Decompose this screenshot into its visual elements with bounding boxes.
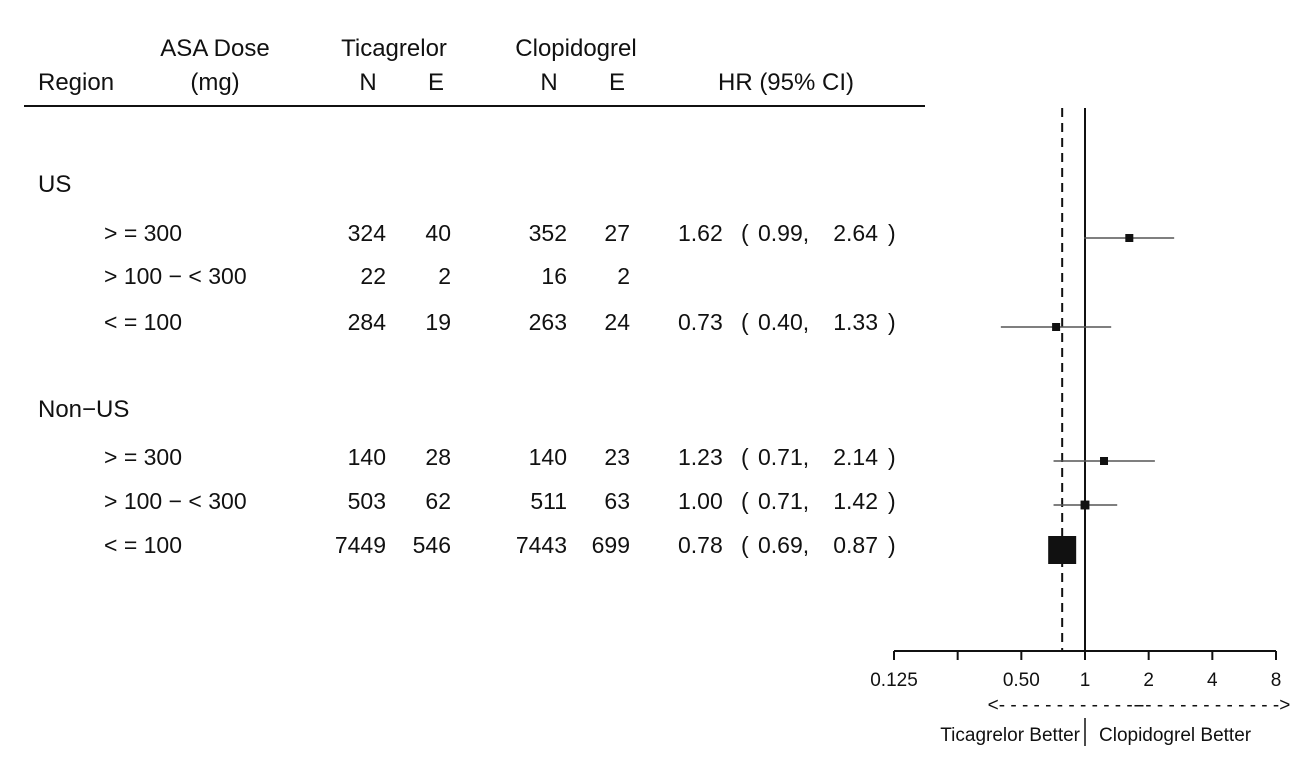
hr-value-cell: 1.62 [678,220,723,246]
hr-marker [1100,457,1108,465]
ticagrelor-e-cell: 40 [425,220,451,246]
hr-value-cell: 0.78 [678,532,723,558]
dose-cell: > = 300 [104,444,183,470]
hr-marker [1048,536,1076,564]
clopidogrel-e-cell: 23 [604,444,630,470]
dose-cell: > 100 − < 300 [104,488,247,514]
header-ticagrelor-n: N [359,69,377,96]
ci-open-paren: ( [741,220,749,246]
ticagrelor-e-cell: 19 [425,309,451,335]
ticagrelor-n-cell: 22 [360,263,386,289]
region-label-non-us: Non−US [38,396,130,423]
header-clopidogrel-e: E [608,69,626,96]
ticagrelor-e-cell: 62 [425,488,451,514]
table-row-non-us-2 [104,488,896,514]
ticagrelor-n-cell: 324 [347,220,386,246]
right-arrow: - - - - - - - - - - - - -> [1133,695,1291,716]
table-row-non-us-1 [104,444,896,470]
table-header [24,35,925,106]
hr-marker [1081,501,1090,510]
region-label-us: US [38,171,72,198]
ci-lower-cell: 0.71, [758,444,810,470]
ci-close-paren: ) [888,220,896,246]
ci-upper-cell: 0.87 [833,532,878,558]
x-tick-label: 2 [1143,670,1154,691]
clopidogrel-n-cell: 263 [528,309,567,335]
clopidogrel-e-cell: 27 [604,220,630,246]
table-row-us-2 [104,263,630,289]
clopidogrel-better-label: Clopidogrel Better [1099,725,1252,746]
table-row-us-1 [104,220,896,246]
ci-close-paren: ) [888,488,896,514]
hr-value-cell: 1.00 [678,488,723,514]
ci-lower-cell: 0.69, [758,532,810,558]
clopidogrel-e-cell: 24 [604,309,630,335]
dose-cell: > = 300 [104,220,183,246]
x-tick-label: 8 [1270,670,1282,691]
clopidogrel-n-cell: 7443 [515,532,567,558]
clopidogrel-n-cell: 511 [530,488,567,514]
hr-marker [1052,323,1060,331]
header-clopidogrel-n: N [540,69,558,96]
ci-lower-cell: 0.99, [758,220,810,246]
header-ticagrelor: Ticagrelor [341,35,447,62]
clopidogrel-e-cell: 2 [617,263,630,289]
dose-cell: > 100 − < 300 [104,263,247,289]
ticagrelor-n-cell: 503 [347,488,386,514]
header-hr: HR (95% CI) [717,69,855,96]
x-tick-label: 0.50 [1002,670,1040,691]
header-clopidogrel: Clopidogrel [515,35,637,62]
ci-upper-cell: 2.64 [833,220,878,246]
ci-close-paren: ) [888,444,896,470]
ci-upper-cell: 2.14 [833,444,878,470]
x-tick-label: 0.125 [870,670,918,691]
header-region: Region [38,69,115,96]
ci-lower-cell: 0.40, [758,309,810,335]
header-asa-dose: ASA Dose [160,35,270,62]
clopidogrel-e-cell: 699 [591,532,630,558]
ci-upper-cell: 1.33 [833,309,878,335]
ci-open-paren: ( [741,488,749,514]
ticagrelor-better-label: Ticagrelor Better [940,725,1080,746]
ticagrelor-n-cell: 140 [347,444,386,470]
hr-marker [1125,234,1133,242]
ci-open-paren: ( [741,444,749,470]
dose-cell: < = 100 [104,309,183,335]
ci-open-paren: ( [741,532,749,558]
hr-value-cell: 1.23 [678,444,723,470]
ci-lower-cell: 0.71, [758,488,810,514]
clopidogrel-e-cell: 63 [604,488,630,514]
header-ticagrelor-e: E [427,69,445,96]
left-arrow: <- - - - - - - - - - - - - [987,695,1145,716]
ci-close-paren: ) [888,532,896,558]
x-tick-label: 1 [1079,670,1091,691]
x-tick-label: 4 [1207,670,1218,691]
table-row-us-3 [104,309,896,335]
hr-value-cell: 0.73 [678,309,723,335]
ticagrelor-e-cell: 546 [412,532,451,558]
ci-close-paren: ) [888,309,896,335]
ticagrelor-n-cell: 284 [347,309,386,335]
clopidogrel-n-cell: 140 [528,444,567,470]
ticagrelor-n-cell: 7449 [334,532,386,558]
dose-cell: < = 100 [104,532,183,558]
table-row-non-us-3 [104,532,896,558]
plot-panel [870,108,1281,746]
header-asa-dose-unit: (mg) [190,69,240,96]
ticagrelor-e-cell: 2 [438,263,451,289]
ci-upper-cell: 1.42 [833,488,878,514]
ci-open-paren: ( [741,309,749,335]
clopidogrel-n-cell: 352 [528,220,567,246]
clopidogrel-n-cell: 16 [541,263,567,289]
ticagrelor-e-cell: 28 [425,444,451,470]
